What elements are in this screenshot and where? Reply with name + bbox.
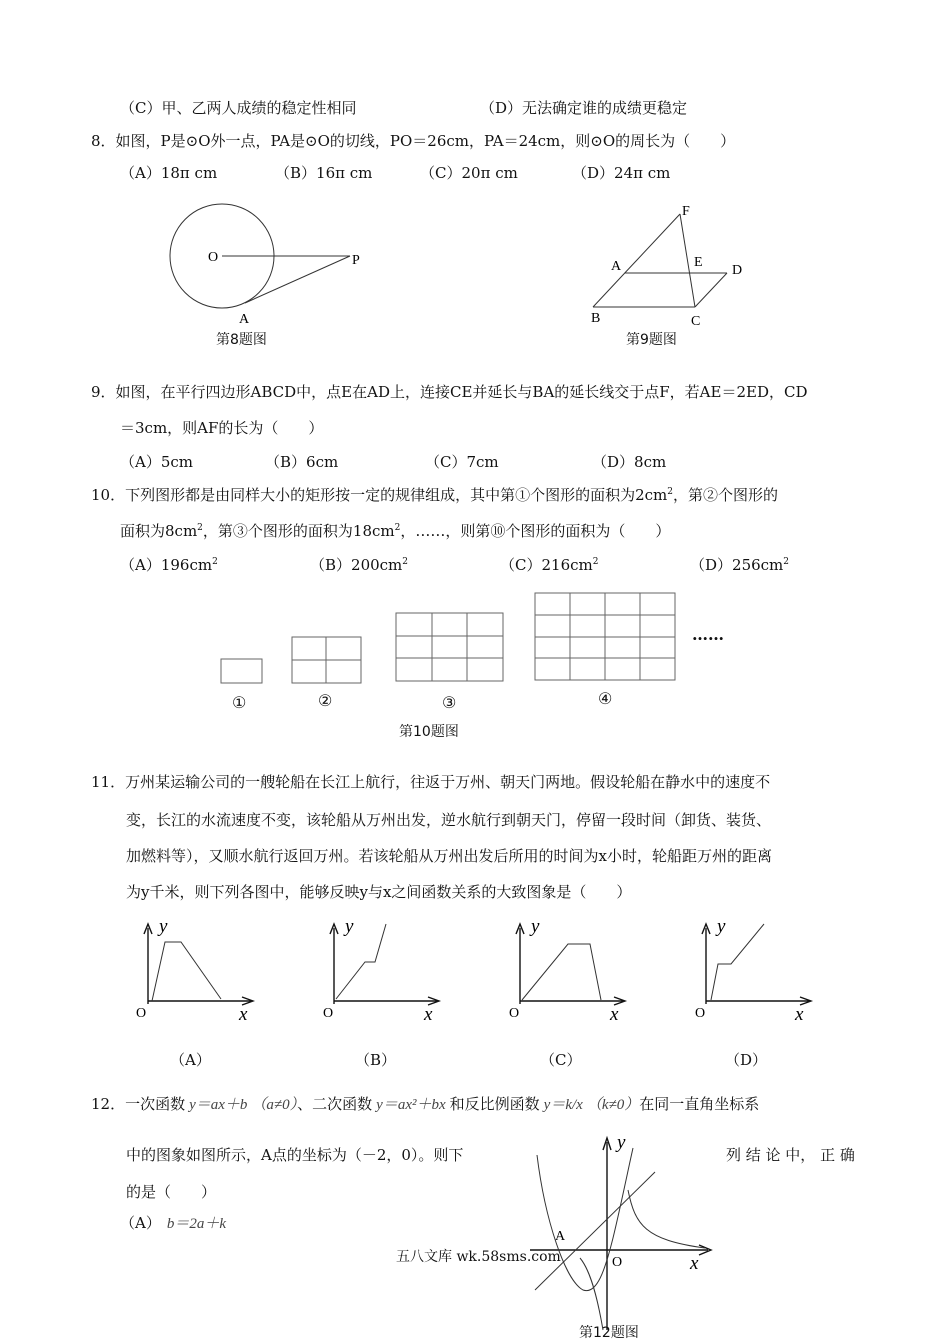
q9-stem-line1: 9．如图，在平行四边形ABCD中，点E在AD上，连接CE并延长与BA的延长线交于点F，若AE＝2ED，CD bbox=[91, 383, 808, 401]
q8-option-d: （D）24π cm bbox=[572, 164, 671, 182]
q10-shape-2 bbox=[292, 637, 361, 683]
q8-option-b: （B）16π cm bbox=[275, 164, 373, 182]
svg-text:x: x bbox=[610, 1004, 619, 1025]
q8-label-p: P bbox=[352, 253, 360, 268]
q12-hyperbola-left bbox=[580, 1258, 603, 1330]
q11-line4: 为y千米，则下列各图中，能够反映y与x之间函数关系的大致图象是（ ） bbox=[126, 883, 632, 901]
q12-line bbox=[535, 1172, 655, 1290]
q9-caption: 第9题图 bbox=[626, 332, 677, 348]
q11-option-b: （B） bbox=[355, 1051, 397, 1069]
q8-segment-pa bbox=[245, 256, 350, 303]
q12-line2-a: 中的图象如图所示，A点的坐标为（－2，0）。则下 bbox=[126, 1146, 464, 1164]
q9-option-d: （D）8cm bbox=[592, 453, 667, 471]
q8-figure bbox=[160, 195, 380, 335]
q9-option-c: （C）7cm bbox=[425, 453, 499, 471]
q12-hyperbola-right bbox=[628, 1190, 705, 1248]
q9-label-c: C bbox=[691, 314, 701, 329]
q10-option-b: $(B)200cm^2$ bbox=[310, 556, 409, 574]
q10-line1: 10．下列图形都是由同样大小的矩形按一定的规律组成，其中第①个图形的面积为$2cm^2$，第②个图形的 bbox=[91, 486, 779, 504]
q9-label-f: F bbox=[682, 204, 690, 219]
svg-text:y: y bbox=[617, 1132, 626, 1153]
q11-line3: 加燃料等），又顺水航行返回万州。若该轮船从万州出发后所用的时间为x小时，轮船距万州的距离 bbox=[126, 847, 772, 865]
q10-option-c: $(C)216cm^2$ bbox=[500, 556, 599, 574]
q9-label-a: A bbox=[611, 259, 622, 274]
q8-label-a: A bbox=[239, 312, 250, 327]
q11-graph-b bbox=[322, 914, 457, 1024]
q10-label-3: ③ bbox=[442, 693, 457, 712]
q11-option-c: （C） bbox=[540, 1051, 582, 1069]
q11-graph-d bbox=[694, 914, 829, 1024]
q10-caption: 第10题图 bbox=[399, 724, 459, 740]
q9-label-d: D bbox=[732, 263, 743, 278]
q10-shape-1 bbox=[221, 659, 262, 683]
q10-shape-4 bbox=[535, 593, 675, 680]
q12-line3: 的是（ ） bbox=[126, 1183, 217, 1201]
svg-text:O: O bbox=[323, 1006, 334, 1021]
q12-caption: 第12题图 bbox=[579, 1325, 639, 1341]
svg-text:y: y bbox=[159, 916, 168, 937]
svg-text:O: O bbox=[612, 1255, 623, 1270]
q10-line2: 面积为$8cm^2$，第③个图形的面积为$18cm^2$，……，则第⑩个图形的面积为（ ） bbox=[120, 522, 671, 540]
q8-option-c: （C）20π cm bbox=[420, 164, 518, 182]
q10-option-d: $(D)256cm^2$ bbox=[690, 556, 790, 574]
q8-stem: 8．如图，P是⊙O外一点，PA是⊙O的切线，PO＝26cm，PA＝24cm，则⊙O的周长为（ ） bbox=[91, 132, 736, 150]
svg-text:x: x bbox=[795, 1004, 804, 1025]
q10-label-2: ② bbox=[318, 691, 333, 710]
q9-option-b: （B）6cm bbox=[265, 453, 339, 471]
q12-line2-b: 列 结 论 中， 正 确 bbox=[726, 1146, 855, 1164]
q10-label-4: ④ bbox=[598, 689, 613, 708]
q8-caption: 第8题图 bbox=[216, 332, 267, 348]
q9-label-b: B bbox=[591, 311, 601, 326]
q12-figure bbox=[525, 1130, 725, 1340]
q11-graph-a bbox=[136, 914, 271, 1024]
q11-graph-c bbox=[508, 914, 643, 1024]
svg-text:y: y bbox=[531, 916, 540, 937]
q10-option-a: $(A)196cm^2$ bbox=[120, 556, 218, 574]
q10-figure bbox=[215, 588, 755, 718]
watermark: 五八文库 wk.58sms.com bbox=[396, 1249, 561, 1265]
svg-text:x: x bbox=[424, 1004, 433, 1025]
svg-text:O: O bbox=[695, 1006, 706, 1021]
q12-line1: 12．一次函数 y＝ax＋b （a≠0）、二次函数 y＝ax²＋bx 和反比例函数 y＝k/x （k≠0）在同一直角坐标系 bbox=[91, 1095, 760, 1113]
q10-label-1: ① bbox=[232, 693, 247, 712]
q9-side-cd bbox=[695, 273, 727, 307]
q12-option-a: （A） b＝2a＋k bbox=[120, 1214, 227, 1232]
q9-label-e: E bbox=[694, 255, 703, 270]
q11-option-d: （D） bbox=[725, 1051, 768, 1069]
q9-line-bf bbox=[593, 214, 680, 307]
q10-ellipsis: …… bbox=[692, 625, 724, 644]
q11-line2: 变，长江的水流速度不变，该轮船从万州出发，逆水航行到朝天门，停留一段时间（卸货、装货、 bbox=[126, 811, 772, 829]
svg-text:y: y bbox=[717, 916, 726, 937]
q9-figure bbox=[585, 200, 765, 330]
svg-text:x: x bbox=[239, 1004, 248, 1025]
svg-text:O: O bbox=[509, 1006, 520, 1021]
q11-option-a: （A） bbox=[170, 1051, 211, 1069]
q9-stem-line2: ＝3cm，则AF的长为（ ） bbox=[120, 419, 324, 437]
q8-option-a: （A）18π cm bbox=[120, 164, 218, 182]
q7-option-c: （C）甲、乙两人成绩的稳定性相同 bbox=[120, 99, 357, 117]
q9-line-fc bbox=[680, 214, 695, 307]
q10-shape-3 bbox=[396, 613, 503, 681]
q9-option-a: （A）5cm bbox=[120, 453, 194, 471]
q11-line1: 11．万州某运输公司的一艘轮船在长江上航行，往返于万州、朝天门两地。假设轮船在静水中的速度不 bbox=[91, 773, 771, 791]
svg-text:y: y bbox=[345, 916, 354, 937]
svg-text:O: O bbox=[136, 1006, 147, 1021]
q8-label-o: O bbox=[208, 250, 219, 265]
svg-text:x: x bbox=[690, 1253, 699, 1274]
q7-option-d: （D）无法确定谁的成绩更稳定 bbox=[480, 99, 688, 117]
svg-text:A: A bbox=[555, 1229, 566, 1244]
